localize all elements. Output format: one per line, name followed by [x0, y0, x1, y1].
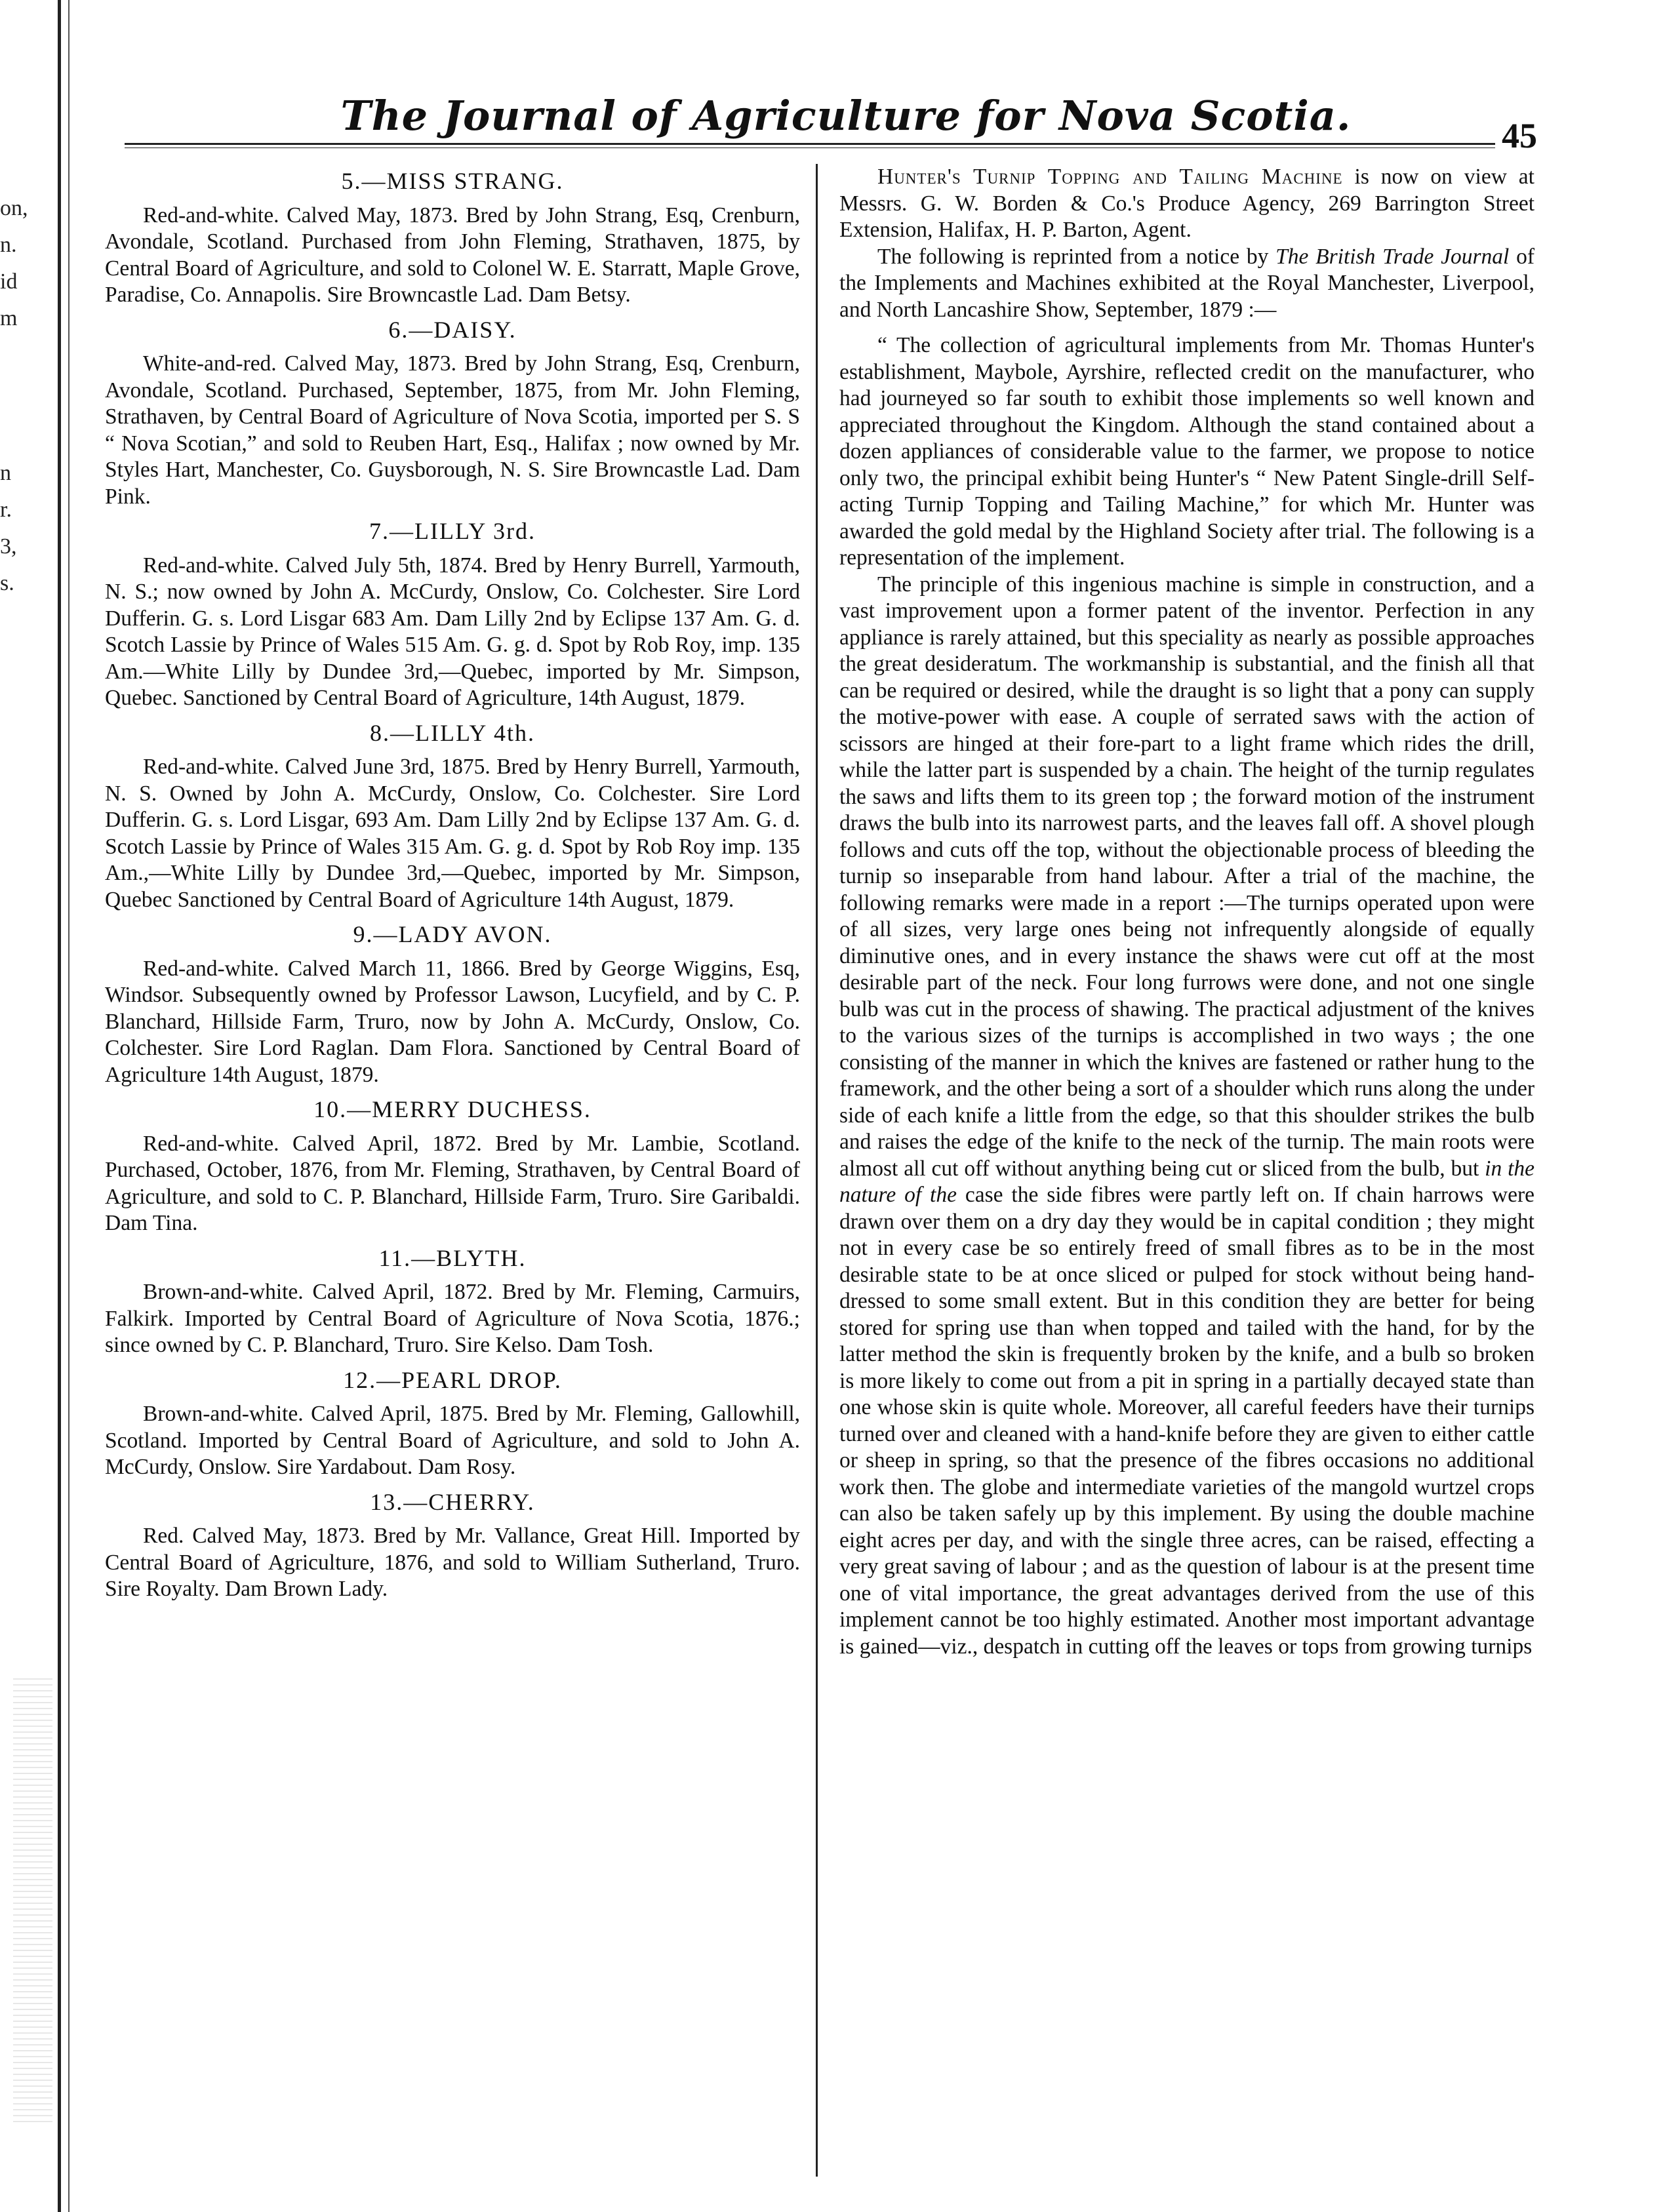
reprint-text: The following is reprinted from a notice by: [877, 244, 1276, 269]
right-column: [839, 164, 1535, 1660]
page-number: 45: [1502, 116, 1537, 155]
herd-entry: [105, 921, 800, 1088]
left-column: [105, 164, 800, 1611]
scan-noise: [13, 1678, 52, 2124]
quoted-text: case the side fibres were partly left on. If chain harrows were drawn over them on a dry day they would be in capital condition ; they might not in every case be so entirely freed of small fibres as to be in the most desirable state to be at once sliced or pulped for stock without being hand-dressed to some small extent. But in this condition they are better for being stored for spring use than when topped and tailed with the hand, for by the latter method the skin is frequently broken by the knife, and a bulb so broken is more likely to come out from a pit in spring in a partially decayed state than one whose skin is quite whole. Moreover, all careful feeders have their turnips turned over and cleaned with a hand-knife before they are given to either cattle or sheep in spring, so that the presence of the fibres occasions no additional work then. The globe and intermediate varieties of the mangold wurtzel crops can also be taken safely up by this implement. By using the double machine eight acres per day, and with the single three acres, can be raised, effecting a very great saving of labour ; and as the question of labour is at the present time one of vital importance, the great advantages derived from the use of this implement cannot be too highly estimated. Another most important advantage is gained—viz., despatch in cutting off the leaves or tops from growing turnips: [839, 1183, 1535, 1659]
entry-title: 8.—LILLY 4th.: [369, 719, 536, 746]
entry-title: 10.—MERRY DUCHESS.: [313, 1096, 592, 1122]
entry-body: Red-and-white. Calved April, 1872. Bred by Mr. Lambie, Scotland. Purchased, October, 1876, from Mr. Fleming, Strathaven, by Central Board of Agriculture, and sold to C. P. Blanchard, Hillside Farm, Truro. Sire Garibaldi. Dam Tina.: [105, 1131, 800, 1235]
entry-body: Red-and-white. Calved July 5th, 1874. Bred by Henry Burrell, Yarmouth, N. S.; now owned by John A. McCurdy, Onslow, Co. Colchester. Sire Lord Dufferin. G. s. Lord Lisgar 683 Am. Dam Lilly 2nd by Eclipse 137 Am. G. d. Scotch Lassie by Prince of Wales 515 Am. G. g. d. Spot by Rob Roy, imp. 135 Am.—White Lilly by Dundee 3rd,—Quebec, imported by Mr. Simpson, Quebec. Sanctioned by Central Board of Agriculture, 14th August, 1879.: [105, 553, 800, 710]
quoted-paragraph: “ The collection of agricultural implements from Mr. Thomas Hunter's establishment, Maybole, Ayrshire, reflected credit on the manufacturer, who had journeyed so far south to exhibit those implements so well known and appreciated throughout the Kingdom. Although the stand contained about a dozen appliances of considerable value to the farmer, we propose to notice only two, the principal exhibit being Hunter's “ New Patent Single-drill Self-acting Turnip Topping and Tailing Machine,” for which Mr. Hunter was awarded the gold medal by the Highland Society after trial. The following is a representation of the implement.: [839, 333, 1535, 570]
quoted-italic: in the nature of the: [839, 1156, 1535, 1207]
entry-body: Red-and-white. Calved March 11, 1866. Bred by George Wiggins, Esq, Windsor. Subsequently owned by Professor Lawson, Lucyfield, and by C. P. Blanchard, Hillside Farm, Truro, now by John A. McCurdy, Onslow, Co. Colchester. Sire Lord Raglan. Dam Flora. Sanctioned by Central Board of Agriculture 14th August, 1879.: [105, 956, 800, 1087]
entry-body: Red-and-white. Calved June 3rd, 1875. Bred by Henry Burrell, Yarmouth, N. S. Owned by John A. McCurdy, Onslow, Co. Colchester. Sire Lord Dufferin. G. s. Lord Lisgar, 693 Am. Dam Lilly 2nd by Eclipse 137 Am. G. d. Scotch Lassie by Prince of Wales 315 Am. G. g. d. Spot by Rob Roy imp. 135 Am.,—White Lilly by Dundee 3rd,—Quebec, imported by Mr. Simpson, Quebec Sanctioned by Central Board of Agriculture 14th August, 1879.: [105, 755, 800, 912]
herd-entry: [105, 1367, 800, 1481]
entry-body: White-and-red. Calved May, 1873. Bred by John Strang, Esq, Crenburn, Avondale, Scotland. Purchased, September, 1875, from Mr. John Fleming, Strathaven, by Central Board of Agriculture of Nova Scotia, imported per S. S “ Nova Scotian,” and sold to Reuben Hart, Esq., Halifax ; now owned by Mr. Styles Hart, Manchester, Co. Guysborough, N. S. Sire Browncastle Lad. Dam Pink.: [105, 351, 800, 509]
column-rule: [816, 164, 818, 2177]
quoted-text: The principle of this ingenious machine is simple in construction, and a vast improvement upon a former patent of the inventor. Perfection in any appliance is rarely attained, but this speciality as nearly as possible approaches the great desideratum. The workmanship is substantial, and the finish all that can be required or desired, while the draught is so light that a pony can supply the motive-power with ease. A couple of serrated saws with the action of scissors are hinged at their fore-part to a light frame which rides the drill, while the latter part is suspended by a chain. The height of the turnip regulates the saws and lifts them to its green top ; the forward motion of the instrument draws the bulb into its narrowest parts, and the leaves fall off. A shovel plough follows and cuts off the top, without the objectionable process of bleeding the turnip so inseparable from hand labour. After a trial of the machine, the following remarks were made in a report :—The turnips operated upon were of all sizes, very large ones being not infrequently alongside of equally diminutive ones, and in every instance the shaws were cut off at the most desirable part of the neck. Four long furrows were done, and not one single bulb was cut in the process of shawing. The practical adjustment of the knives to the various sizes of the turnips is accomplished in two ways ; the one consisting of the manner in which the knives are fastened or rather hung to the framework, and the other being a sort of a shoulder which runs along the under side of each knife a little from the edge, so that this shoulder strikes the bulb and raises the edge of the knife to the neck of the turnip. The main roots were almost all cut off without anything being cut or sliced from the bulb, but: [839, 572, 1535, 1181]
reprint-note: [839, 244, 1535, 324]
entry-title: 12.—PEARL DROP.: [343, 1366, 562, 1393]
entry-title: 13.—CHERRY.: [370, 1488, 535, 1515]
binding-rule-thin: [68, 0, 70, 2212]
running-header: [125, 92, 1567, 151]
herd-entry: [105, 518, 800, 712]
herd-entry: [105, 720, 800, 914]
entry-title: 5.—MISS STRANG.: [341, 168, 564, 194]
margin-fragment: n.: [0, 233, 17, 257]
margin-fragment: id: [0, 269, 18, 294]
margin-fragment: n: [0, 461, 11, 485]
reprint-source: The British Trade Journal: [1275, 244, 1510, 269]
herd-entry: [105, 1245, 800, 1359]
margin-gap: [0, 337, 24, 455]
entry-title: 11.—BLYTH.: [378, 1244, 527, 1271]
reprint-text: of the Implements and Machines exhibited at the Royal Manchester, Liverpool, and North Lancashire Show, September, 1879 :—: [839, 244, 1535, 322]
journal-title: The Journal of Agriculture for Nova Scotia.: [340, 92, 1352, 140]
entry-body: Brown-and-white. Calved April, 1875. Bred by Mr. Fleming, Gallowhill, Scotland. Imported by Central Board of Agriculture, and sold to John A. McCurdy, Onslow. Sire Yardabout. Dam Rosy.: [105, 1402, 800, 1479]
herd-entry: [105, 317, 800, 511]
herd-entry: [105, 168, 800, 309]
previous-page-margin-fragments: [0, 190, 28, 602]
machine-name: Hunter's Turnip Topping and Tailing Machine: [877, 165, 1343, 189]
machine-notice-text: is now on view at Messrs. G. W. Borden & Co.'s Produce Agency, 269 Barrington Street Extension, Halifax, H. P. Barton, Agent.: [839, 165, 1535, 242]
entry-title: 6.—DAISY.: [388, 316, 517, 343]
margin-fragment: on,: [0, 196, 28, 220]
margin-fragment: 3,: [0, 534, 17, 559]
entry-body: Red-and-white. Calved May, 1873. Bred by John Strang, Esq, Crenburn, Avondale, Scotland. Purchased from John Fleming, Strathaven, 1875, by Central Board of Agriculture, and sold to Colonel W. E. Starratt, Maple Grove, Paradise, Co. Annapolis. Sire Browncastle Lad. Dam Betsy.: [105, 203, 800, 307]
margin-fragment: m: [0, 306, 18, 330]
herd-entry: [105, 1096, 800, 1237]
entry-title: 7.—LILLY 3rd.: [369, 518, 536, 544]
entry-body: Brown-and-white. Calved April, 1872. Bred by Mr. Fleming, Carmuirs, Falkirk. Imported by Central Board of Agriculture of Nova Scotia, 1876.; since owned by C. P. Blanchard, Truro. Sire Kelso. Dam Tosh.: [105, 1280, 800, 1357]
binding-rule: [58, 0, 61, 2212]
margin-fragment: r.: [0, 498, 12, 522]
entry-title: 9.—LADY AVON.: [353, 921, 552, 947]
entry-body: Red. Calved May, 1873. Bred by Mr. Vallance, Great Hill. Imported by Central Board of Agriculture, 1876, and sold to William Sutherland, Truro. Sire Royalty. Dam Brown Lady.: [105, 1524, 800, 1601]
herd-entry: [105, 1489, 800, 1603]
quoted-paragraph: [839, 572, 1535, 1661]
machine-notice: [839, 164, 1535, 244]
margin-fragment: s.: [0, 571, 14, 595]
header-rule: [125, 143, 1495, 148]
